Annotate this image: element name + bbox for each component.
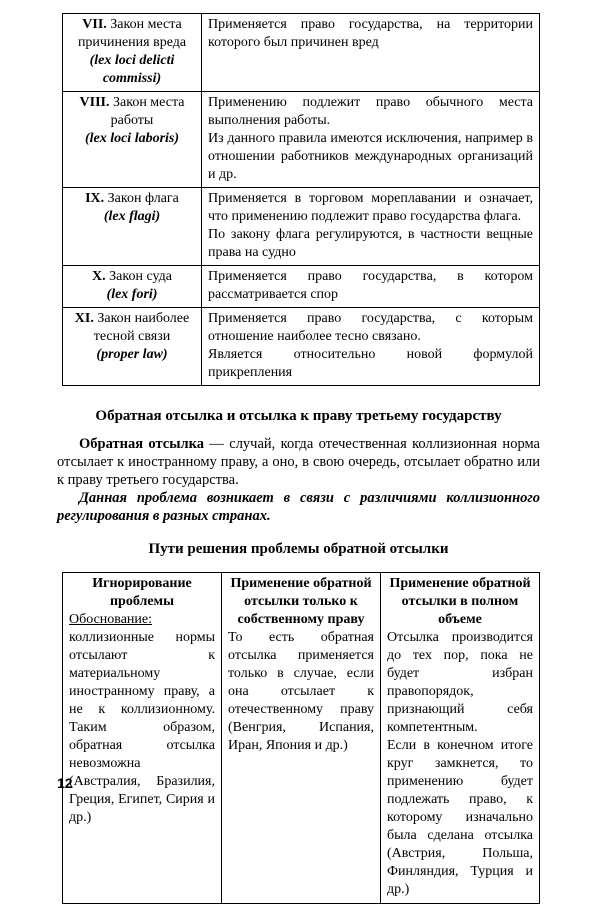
law-description: Применяется в торговом мореплавании и означает, что применению подлежит право государства флага. xyxy=(208,191,533,224)
page-number: 12 xyxy=(57,775,73,791)
definition-paragraph xyxy=(57,435,540,489)
law-name-cell xyxy=(63,308,202,386)
law-title: Закон суда xyxy=(105,269,172,284)
law-description: Из данного правила имеются исключения, например в отношении работников международных организаций и др. xyxy=(208,131,533,182)
law-description: Применяется право государства, с которым отношение наиболее тесно связано. xyxy=(208,311,533,344)
solutions-table xyxy=(62,572,540,904)
solution-body: коллизионные нормы отсылают к материальному иностранному праву, а не к коллизионному. Таким образом, обратная отсылка невозможна (Австралия, Бразилия, Греция, Египет, Сирия и др.) xyxy=(69,630,215,825)
law-description-cell xyxy=(202,14,540,92)
solution-body: То есть обратная отсылка применяется только в случае, если она отсылает к отечественному праву (Венгрия, Испания, Иран, Япония и др.) xyxy=(228,630,374,753)
law-latin-name: (lex loci laboris) xyxy=(84,131,180,146)
law-number: XI. xyxy=(74,311,94,326)
law-description: Применению подлежит право обычного места выполнения работы. xyxy=(208,95,533,128)
table-row xyxy=(63,14,540,92)
law-description: Является относительно новой формулой прикрепления xyxy=(208,347,533,380)
law-latin-name: (proper law) xyxy=(96,347,168,362)
solution-header: Игнорирование проблемы xyxy=(92,576,192,609)
solution-header: Применение обратной отсылки в полном объеме xyxy=(389,576,531,627)
solution-subheader: Обоснование: xyxy=(69,612,153,627)
subsection-heading: Пути решения проблемы обратной отсылки xyxy=(148,541,449,557)
law-name-cell xyxy=(63,92,202,188)
solution-cell-own-law xyxy=(222,573,381,904)
law-title: Закон наиболее тесной связи xyxy=(93,311,190,344)
table-row xyxy=(63,573,540,904)
table-row xyxy=(63,188,540,266)
law-latin-name: (lex fori) xyxy=(106,287,158,302)
law-description: Применяется право государства, в котором рассматривается спор xyxy=(208,269,533,302)
law-latin-name: (lex flagi) xyxy=(103,209,161,224)
definition-text: — случай, когда отечественная коллизионная норма отсылает к иностранному праву, а оно, в свою очередь, отсылает обратно или к праву третьего государства. xyxy=(57,436,540,488)
law-description: По закону флага регулируются, в частности вещные права на судно xyxy=(208,227,533,260)
section-heading: Обратная отсылка и отсылка к праву третьему государству xyxy=(95,408,502,424)
page-content xyxy=(57,13,540,904)
law-name-cell xyxy=(63,266,202,308)
law-description-cell xyxy=(202,188,540,266)
law-description-cell xyxy=(202,266,540,308)
law-description-cell xyxy=(202,92,540,188)
connecting-factors-table xyxy=(62,13,540,386)
table-row xyxy=(63,308,540,386)
law-description-cell xyxy=(202,308,540,386)
table-row xyxy=(63,266,540,308)
solution-header: Применение обратной отсылки только к собственному праву xyxy=(230,576,372,627)
law-number: VIII. xyxy=(79,95,110,110)
law-number: VII. xyxy=(82,17,107,32)
law-latin-name: (lex loci delicti commissi) xyxy=(89,53,175,86)
law-title: Закон флага xyxy=(104,191,179,206)
solution-body: Если в конечном итоге круг замкнется, то применению будет подлежать право, к которому изначально была сделана отсылка (Австрия, Польша, Финляндия, Турция и др.) xyxy=(387,738,533,897)
law-number: X. xyxy=(92,269,106,284)
law-name-cell xyxy=(63,188,202,266)
solution-cell-ignore xyxy=(63,573,222,904)
table-row xyxy=(63,92,540,188)
law-title: Закон места причинения вреда xyxy=(77,17,187,50)
note-paragraph: Данная проблема возникает в связи с различиями коллизионного регулирования в разных странах. xyxy=(57,490,540,524)
definition-term: Обратная отсылка xyxy=(79,436,205,452)
law-name-cell xyxy=(63,14,202,92)
solution-cell-full xyxy=(381,573,540,904)
law-description: Применяется право государства, на территории которого был причинен вред xyxy=(208,17,533,50)
solution-body: Отсылка производится до тех пор, пока не будет избран правопорядок, признающий себя компетентным. xyxy=(387,630,533,735)
law-number: IX. xyxy=(85,191,105,206)
law-title: Закон места работы xyxy=(109,95,185,128)
